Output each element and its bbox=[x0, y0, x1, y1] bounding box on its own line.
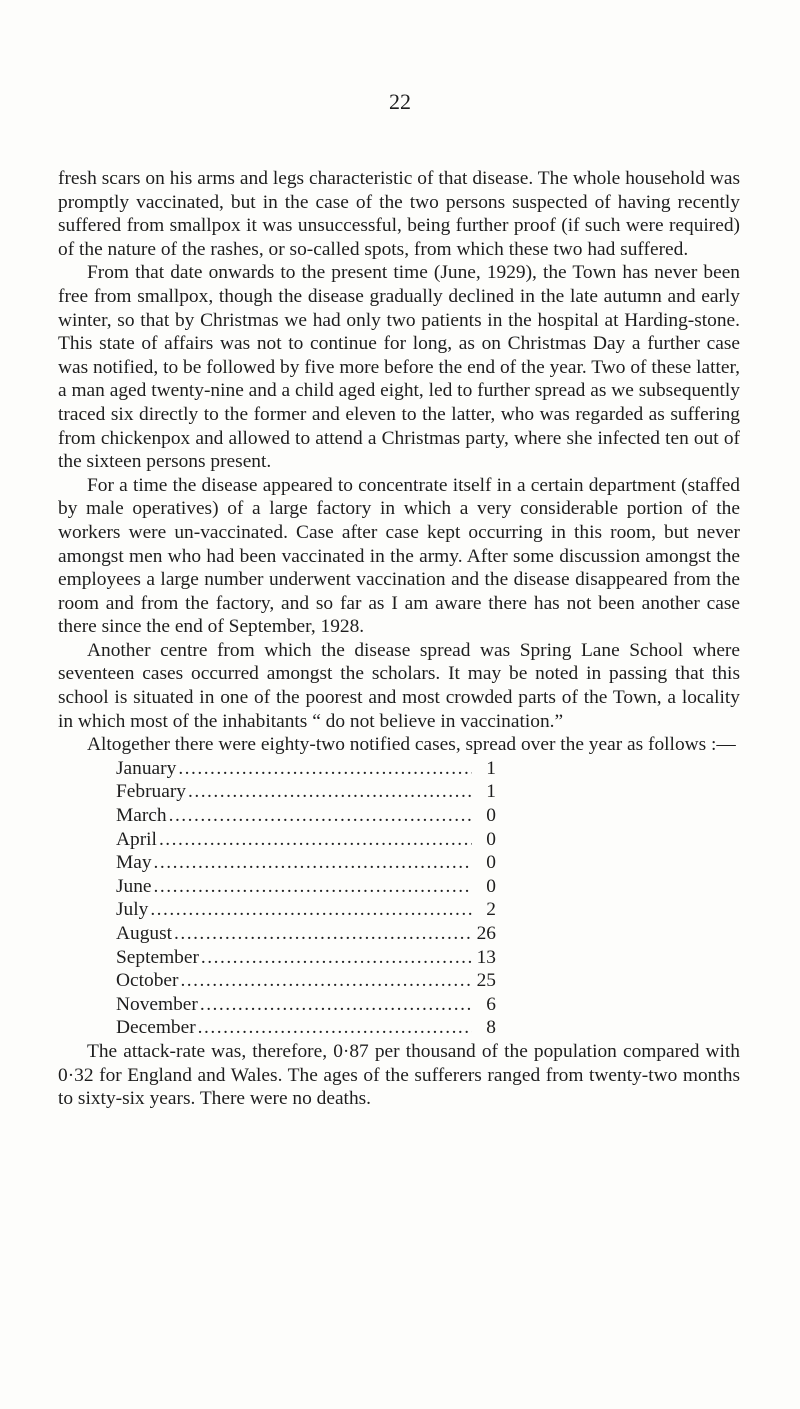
month-label: October bbox=[116, 970, 179, 992]
case-count: 13 bbox=[476, 946, 496, 968]
dot-leader bbox=[154, 851, 472, 875]
month-label: February bbox=[116, 781, 186, 803]
case-count: 8 bbox=[486, 1017, 496, 1039]
table-row bbox=[116, 757, 496, 781]
paragraph-smallpox-spread: From that date onwards to the present time (June, 1929), the Town has never been free from smallpox, though the disease gradually declined in the late autumn and early winter, so that by Christmas we had only two patients in the hospital at Harding-stone. This state of affairs was not to continue for long, as on Christmas Day a further case was notified, to be followed by five more before the end of the year. Two of these latter, a man aged twenty-nine and a child aged eight, led to further spread as we subsequently traced six directly to the former and eleven to the latter, who was regarded as suffering from chickenpox and allowed to attend a Christmas party, where she infected ten out of the sixteen persons present. bbox=[58, 262, 740, 473]
table-row bbox=[116, 828, 496, 852]
month-label: April bbox=[116, 828, 157, 850]
table-row bbox=[116, 875, 496, 899]
case-count: 0 bbox=[486, 875, 496, 897]
paragraph-spring-lane-school: Another centre from which the disease spread was Spring Lane School where seventeen cases occurred amongst the scholars. It may be noted in passing that this school is situated in one of the poorest and most crowded parts of the Town, a locality in which most of the inhabitants “ do not believe in vaccination.” bbox=[58, 639, 740, 732]
case-count: 1 bbox=[486, 781, 496, 803]
case-count: 1 bbox=[486, 757, 496, 779]
dot-leader bbox=[150, 898, 472, 922]
dot-leader bbox=[169, 804, 472, 828]
case-count: 0 bbox=[486, 828, 496, 850]
paragraph-household-vaccination: fresh scars on his arms and legs characteristic of that disease. The whole household was promptly vaccinated, but in the case of the two persons suspected of having recently suffered from smallpox it was unsuccessful, being further proof (if such were required) of the nature of the rashes, or so-called spots, from which these two had suffered. bbox=[58, 168, 740, 260]
dot-leader bbox=[180, 969, 472, 993]
case-count: 26 bbox=[476, 923, 496, 944]
dot-leader bbox=[154, 875, 472, 899]
month-label: August bbox=[116, 923, 173, 944]
month-label: December bbox=[116, 1017, 196, 1039]
dot-leader bbox=[201, 946, 472, 970]
month-label: March bbox=[116, 805, 167, 827]
case-count: 2 bbox=[486, 899, 496, 921]
dot-leader bbox=[188, 780, 472, 804]
month-label: May bbox=[116, 852, 152, 874]
dot-leader bbox=[159, 828, 472, 852]
table-row bbox=[116, 851, 496, 875]
dot-leader bbox=[200, 993, 472, 1017]
dot-leader bbox=[198, 1016, 472, 1040]
paragraph-attack-rate: The attack-rate was, therefore, 0·87 per thousand of the population compared with 0·32 for England and Wales. The ages of the sufferers ranged from twenty-two months to sixty-six years. There were no deaths. bbox=[58, 1040, 740, 1110]
monthly-cases-table bbox=[116, 757, 496, 1040]
table-row bbox=[116, 969, 496, 993]
case-count: 25 bbox=[476, 970, 496, 992]
paragraph-case-total: Altogether there were eighty-two notified cases, spread over the year as follows :— bbox=[87, 734, 736, 756]
month-label: November bbox=[116, 993, 198, 1015]
case-count: 0 bbox=[486, 805, 496, 827]
month-label: January bbox=[116, 757, 177, 779]
table-row bbox=[116, 993, 496, 1017]
dot-leader bbox=[174, 922, 472, 946]
month-label: September bbox=[116, 946, 199, 968]
table-row bbox=[116, 898, 496, 922]
page-number: 22 bbox=[389, 89, 411, 114]
case-count: 0 bbox=[486, 852, 496, 874]
table-row bbox=[116, 780, 496, 804]
table-row bbox=[116, 1016, 496, 1040]
month-label: June bbox=[116, 875, 152, 897]
case-count: 6 bbox=[486, 993, 496, 1015]
month-label: July bbox=[116, 899, 149, 921]
table-row bbox=[116, 922, 496, 946]
paragraph-factory-outbreak: For a time the disease appeared to concentrate itself in a certain department (staffed by male operatives) of a large factory in which a very considerable portion of the workers were un-vaccinated. Case after case kept occurring in this room, but never amongst men who had been vaccinated in the army. After some discussion amongst the employees a large number underwent vaccination and the disease disappeared from the room and from the factory, and so far as I am aware there has not been another case there since the end of September, 1928. bbox=[58, 474, 740, 638]
table-row bbox=[116, 804, 496, 828]
report-body bbox=[58, 167, 740, 1111]
table-row bbox=[116, 946, 496, 970]
dot-leader bbox=[178, 757, 472, 781]
